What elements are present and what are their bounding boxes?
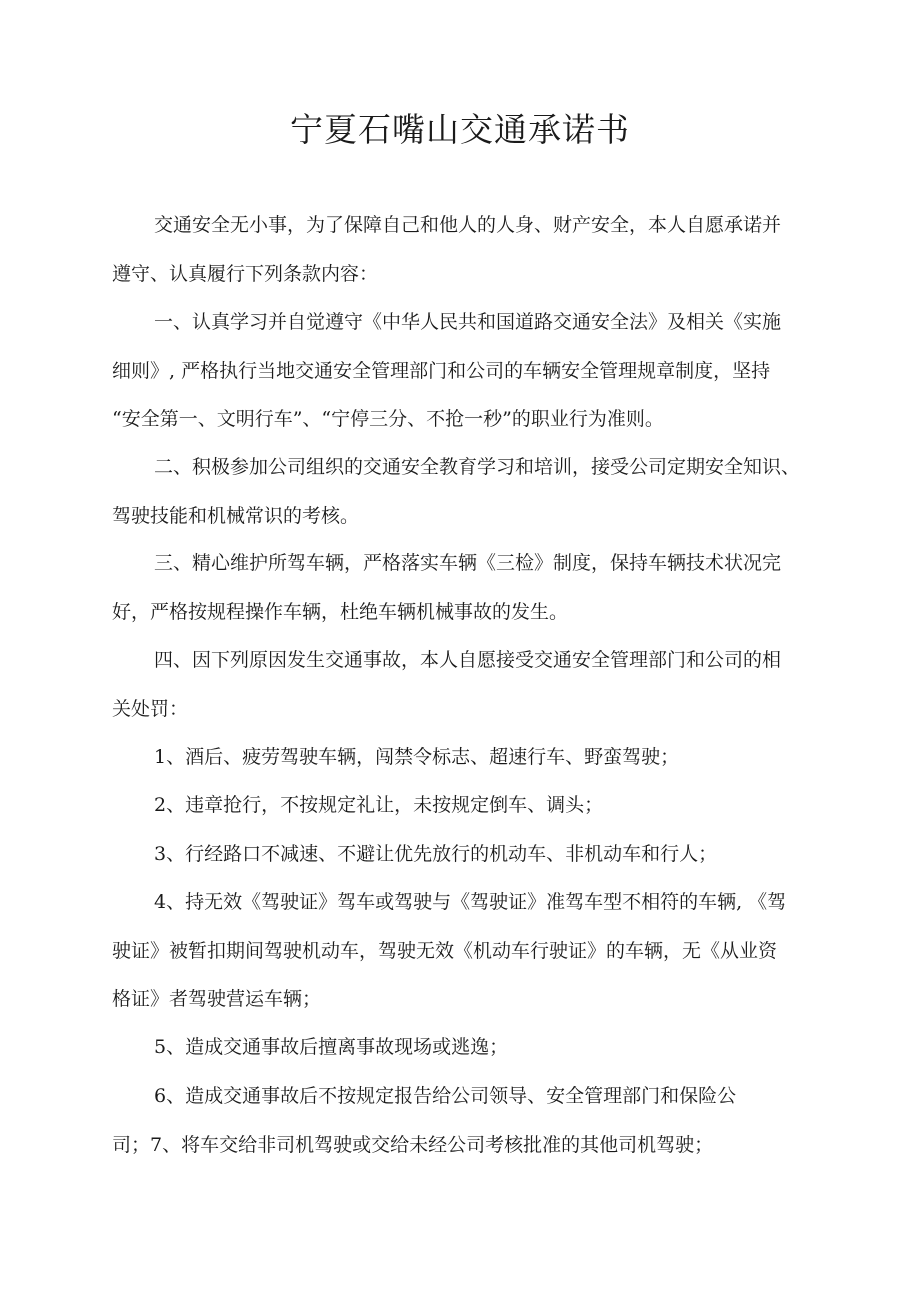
text-line: 4、持无效《驾驶证》驾车或驾驶与《驾驶证》准驾车型不相符的车辆, 《驾 xyxy=(154,891,787,913)
list-item-1 xyxy=(112,733,812,782)
text-line: “安全第一、文明行车”、“宁停三分、不抢一秒”的职业行为准则。 xyxy=(112,408,664,430)
paragraph-clause-2 xyxy=(112,443,812,540)
text-line: 2、违章抢行，不按规定礼让，未按规定倒车、调头； xyxy=(154,794,604,816)
text-line: 3、行经路口不减速、不避让优先放行的机动车、非机动车和行人； xyxy=(154,843,718,865)
document-title: 宁夏石嘴山交通承诺书 xyxy=(290,110,630,149)
text-line: 二、积极参加公司组织的交通安全教育学习和培训，接受公司定期安全知识、 xyxy=(154,456,801,478)
list-item-5 xyxy=(112,1023,812,1072)
text-line: 细则》, 严格执行当地交通安全管理部门和公司的车辆安全管理规章制度，坚持 xyxy=(112,359,771,382)
text-line: 关处罚： xyxy=(112,697,189,720)
text-line: 遵守、认真履行下列条款内容： xyxy=(112,262,379,285)
text-line: 好，严格按规程操作车辆，杜绝车辆机械事故的发生。 xyxy=(112,600,569,623)
list-item-4 xyxy=(112,878,812,1024)
list-item-2 xyxy=(112,781,812,830)
text-line: 一、认真学习并自觉遵守《中华人民共和国道路交通安全法》及相关《实施 xyxy=(154,311,782,333)
text-line: 交通安全无小事，为了保障自己和他人的人身、财产安全，本人自愿承诺并 xyxy=(154,214,782,236)
paragraph-clause-3 xyxy=(112,539,812,636)
paragraph-clause-1 xyxy=(112,298,812,444)
paragraph-intro xyxy=(112,201,812,298)
paragraph-clause-4 xyxy=(112,636,812,733)
text-line: 格证》者驾驶营运车辆； xyxy=(112,988,322,1010)
list-item-6 xyxy=(112,1072,812,1169)
text-line: 5、造成交通事故后擅离事故现场或逃逸； xyxy=(154,1036,509,1058)
text-line: 三、精心维护所驾车辆，严格落实车辆《三检》制度，保持车辆技术状况完 xyxy=(154,552,782,574)
text-line: 司；7、将车交给非司机驾驶或交给未经公司考核批准的其他司机驾驶； xyxy=(112,1133,714,1156)
text-line: 驾驶技能和机械常识的考核。 xyxy=(112,504,360,527)
text-line: 6、造成交通事故后不按规定报告给公司领导、安全管理部门和保险公 xyxy=(154,1085,737,1107)
text-line: 1、酒后、疲劳驾驶车辆，闯禁令标志、超速行车、野蛮驾驶； xyxy=(154,746,680,768)
list-item-3 xyxy=(112,830,812,879)
text-line: 四、因下列原因发生交通事故，本人自愿接受交通安全管理部门和公司的相 xyxy=(154,649,782,671)
text-line: 驶证》被暂扣期间驾驶机动车，驾驶无效《机动车行驶证》的车辆，无《从业资 xyxy=(112,939,778,962)
